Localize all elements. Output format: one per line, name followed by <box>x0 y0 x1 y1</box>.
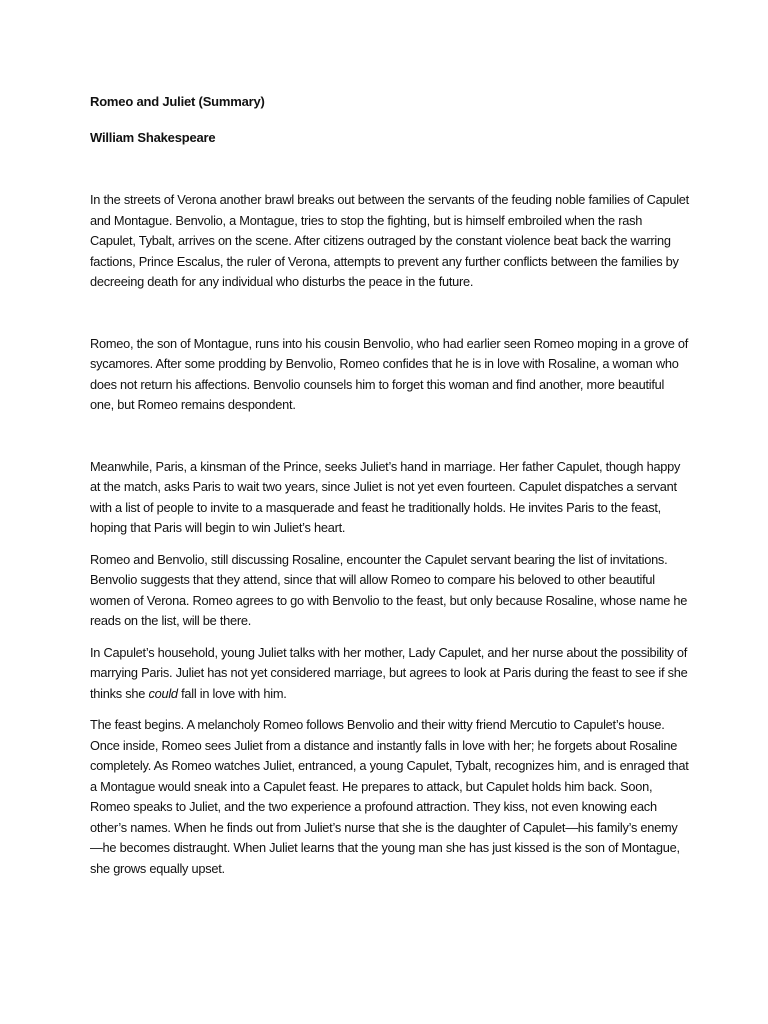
paragraph-1: In the streets of Verona another brawl breaks out between the servants of the feuding noble families of Capulet and Montague. Benvolio, a Montague, tries to stop the fighting, but is himself embroiled when the rash Capulet, Tybalt, arrives on the scene. After citizens outraged by the constant violence beat back the warring factions, Prince Escalus, the ruler of Verona, attempts to prevent any further conflicts between the families by decreeing death for any individual who disturbs the peace in the future. <box>90 192 689 289</box>
paragraph-5-text-after: fall in love with him. <box>177 685 287 701</box>
paragraph-3: Meanwhile, Paris, a kinsman of the Prince, seeks Juliet’s hand in marriage. Her father Capulet, though happy at the match, asks Paris to wait two years, since Juliet is not yet even fourteen. Capulet dispatches a servant with a list of people to invite to a masquerade and feast he traditionally holds. He invites Paris to the feast, hoping that Paris will begin to win Juliet’s heart. <box>90 458 681 535</box>
document-title: Romeo and Juliet (Summary) <box>90 94 265 109</box>
document-page <box>90 92 690 879</box>
paragraph-5-text-before: In Capulet’s household, young Juliet talks with her mother, Lady Capulet, and her nurse about the possibility of marrying Paris. Juliet has not yet considered marriage, but agrees to look at Paris during the feast to see if she thinks she <box>90 644 688 701</box>
paragraph-4: Romeo and Benvolio, still discussing Rosaline, encounter the Capulet servant bearing the list of invitations. Benvolio suggests that they attend, since that will allow Romeo to compare his beloved to other beautiful women of Verona. Romeo agrees to go with Benvolio to the feast, but only because Rosaline, whose name he reads on the list, will be there. <box>90 551 688 628</box>
document-author: William Shakespeare <box>90 130 216 145</box>
paragraph-2: Romeo, the son of Montague, runs into his cousin Benvolio, who had earlier seen Romeo moping in a grove of sycamores. After some prodding by Benvolio, Romeo confides that he is in love with Rosaline, a woman who does not return his affections. Benvolio counsels him to forget this woman and find another, more beautiful one, but Romeo remains despondent. <box>90 335 689 412</box>
emphasis-could: could <box>148 685 178 701</box>
paragraph-5 <box>90 643 690 705</box>
paragraph-6: The feast begins. A melancholy Romeo follows Benvolio and their witty friend Mercutio to Capulet’s house. Once inside, Romeo sees Juliet from a distance and instantly falls in love with her; he forgets about Rosaline completely. As Romeo watches Juliet, entranced, a young Capulet, Tybalt, recognizes him, and is enraged that a Montague would sneak into a Capulet feast. He prepares to attack, but Capulet holds him back. Soon, Romeo speaks to Juliet, and the two experience a profound attraction. They kiss, not even knowing each other’s names. When he finds out from Juliet’s nurse that she is the daughter of Capulet—his family’s enemy—he becomes distraught. When Juliet learns that the young man she has just kissed is the son of Montague, she grows equally upset. <box>90 717 689 876</box>
